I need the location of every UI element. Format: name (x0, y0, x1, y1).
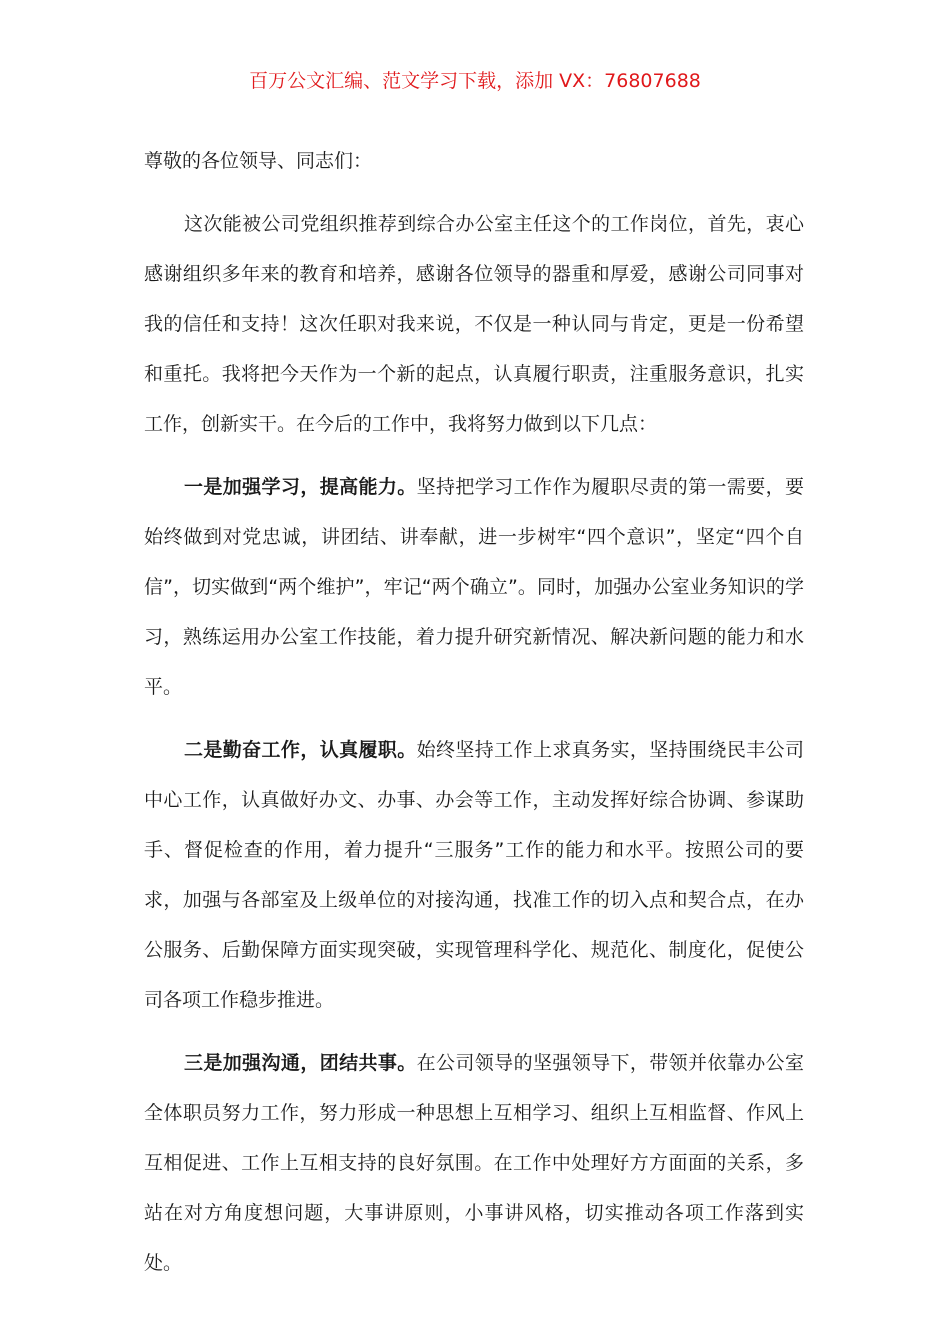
point-paragraph-1 (144, 462, 804, 712)
salutation: 尊敬的各位领导、同志们： (144, 150, 373, 172)
intro-paragraph: 这次能被公司党组织推荐到综合办公室主任这个的工作岗位，首先，衷心感谢组织多年来的教育和培养，感谢各位领导的器重和厚爱，感谢公司同事对我的信任和支持！这次任职对我来说，不仅是一种认同与肯定，更是一份希望和重托。我将把今天作为一个新的起点，认真履行职责，注重服务意识，扎实工作，创新实干。在今后的工作中，我将努力做到以下几点： (144, 213, 804, 435)
point-text-2: 始终坚持工作上求真务实，坚持围绕民丰公司中心工作，认真做好办文、办事、办会等工作，主动发挥好综合协调、参谋助手、督促检查的作用，着力提升“三服务”工作的能力和水平。按照公司的要求，加强与各部室及上级单位的对接沟通，找准工作的切入点和契合点，在办公服务、后勤保障方面实现突破，实现管理科学化、规范化、制度化，促使公司各项工作稳步推进。 (144, 739, 804, 1011)
point-heading-3: 三是加强沟通，团结共事。 (184, 1052, 417, 1074)
point-paragraph-2 (144, 725, 804, 1025)
point-heading-1: 一是加强学习，提高能力。 (184, 476, 417, 498)
point-text-1: 坚持把学习工作作为履职尽责的第一需要，要始终做到对党忠诚，讲团结、讲奉献，进一步树牢“四个意识”，坚定“四个自信”，切实做到“两个维护”，牢记“两个确立”。同时，加强办公室业务知识的学习，熟练运用办公室工作技能，着力提升研究新情况、解决新问题的能力和水平。 (144, 476, 804, 698)
document-body (144, 136, 804, 1301)
point-heading-2: 二是勤奋工作，认真履职。 (184, 739, 417, 761)
point-paragraph-3 (144, 1038, 804, 1288)
point-text-3: 在公司领导的坚强领导下，带领并依靠办公室全体职员努力工作，努力形成一种思想上互相学习、组织上互相监督、作风上互相促进、工作上互相支持的良好氛围。在工作中处理好方方面面的关系，多站在对方角度想问题，大事讲原则，小事讲风格，切实推动各项工作落到实处。 (144, 1052, 804, 1274)
promo-banner: 百万公文汇编、范文学习下载，添加 VX：76807688 (249, 70, 701, 92)
